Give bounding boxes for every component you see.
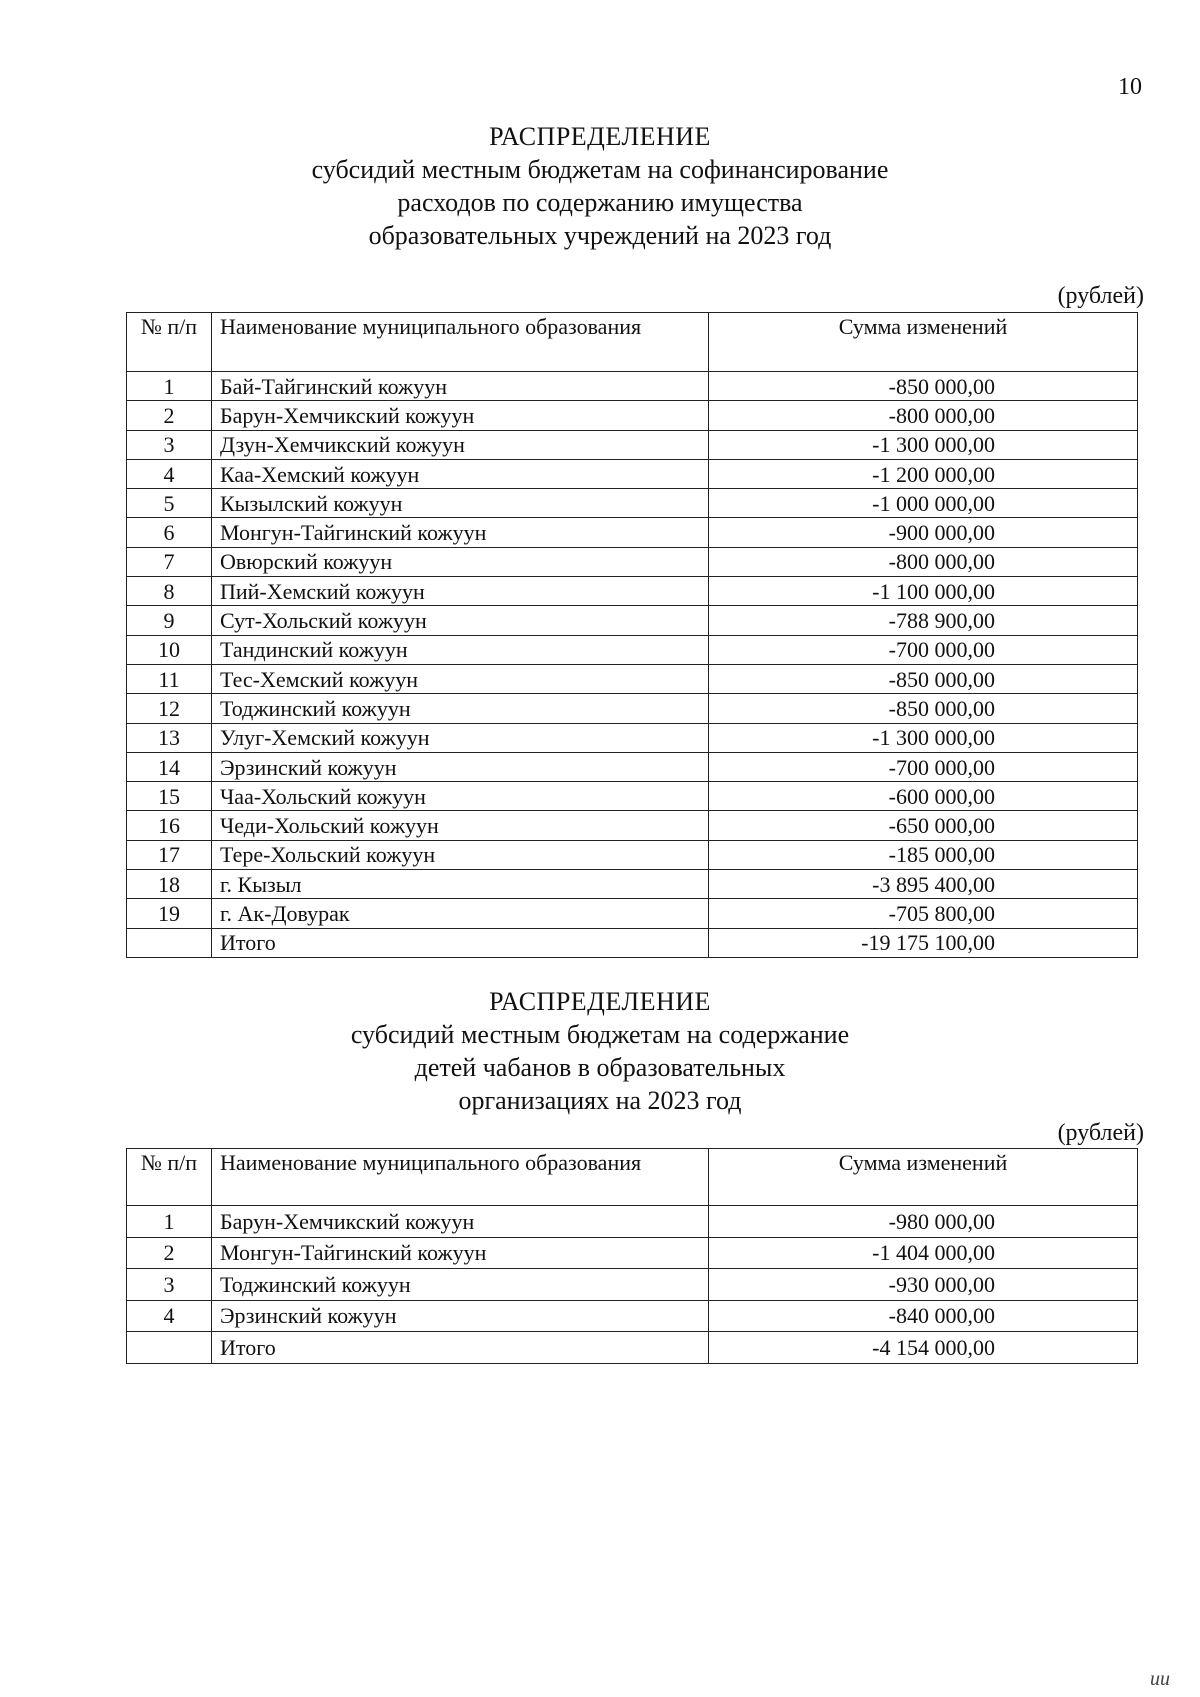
row-name: Овюрский кожуун	[212, 547, 709, 576]
row-num: 2	[127, 401, 212, 430]
table-row	[127, 1206, 1138, 1238]
row-sum: -1 404 000,00	[709, 1237, 1138, 1269]
section2-subtitle-line: субсидий местным бюджетам на содержание	[350, 1020, 850, 1049]
table-row	[127, 372, 1138, 401]
row-sum: -980 000,00	[709, 1206, 1138, 1238]
row-num	[127, 928, 212, 957]
row-num: 1	[127, 372, 212, 401]
section1-subtitle-line: субсидий местным бюджетам на софинансирование	[311, 155, 889, 184]
row-num: 11	[127, 664, 212, 693]
row-num: 1	[127, 1206, 212, 1238]
row-sum: -850 000,00	[709, 694, 1138, 723]
header-num: № п/п	[127, 313, 212, 372]
table-row	[127, 547, 1138, 576]
table-row	[127, 489, 1138, 518]
table-row	[127, 1269, 1138, 1301]
section1-subtitle-line: расходов по содержанию имущества	[397, 188, 803, 217]
row-num: 10	[127, 635, 212, 664]
row-name: Тоджинский кожуун	[212, 1269, 709, 1301]
table-row	[127, 723, 1138, 752]
row-sum: -1 300 000,00	[709, 723, 1138, 752]
row-name: Пий-Хемский кожуун	[212, 577, 709, 606]
table-row	[127, 459, 1138, 488]
header-num: № п/п	[127, 1149, 212, 1206]
table-row	[127, 870, 1138, 899]
table-row	[127, 1237, 1138, 1269]
row-name: Тандинский кожуун	[212, 635, 709, 664]
row-sum: -800 000,00	[709, 401, 1138, 430]
row-name: Сут-Хольский кожуун	[212, 606, 709, 635]
row-name: Итого	[212, 928, 709, 957]
row-num: 8	[127, 577, 212, 606]
section1-title: РАСПРЕДЕЛЕНИЕ	[489, 122, 711, 151]
row-sum: -705 800,00	[709, 899, 1138, 928]
table-row	[127, 928, 1138, 957]
table-row	[127, 635, 1138, 664]
table-row	[127, 664, 1138, 693]
row-num: 12	[127, 694, 212, 723]
row-num: 19	[127, 899, 212, 928]
page-number: 10	[1118, 74, 1142, 100]
section2-heading	[0, 985, 1200, 1117]
row-name: Тере-Хольский кожуун	[212, 840, 709, 869]
row-num: 17	[127, 840, 212, 869]
row-sum: -788 900,00	[709, 606, 1138, 635]
header-sum: Сумма изменений	[709, 313, 1138, 372]
table-row	[127, 899, 1138, 928]
row-name: Тес-Хемский кожуун	[212, 664, 709, 693]
table-row	[127, 430, 1138, 459]
row-num: 3	[127, 1269, 212, 1301]
row-name: г. Ак-Довурак	[212, 899, 709, 928]
row-name: г. Кызыл	[212, 870, 709, 899]
row-sum: -650 000,00	[709, 811, 1138, 840]
section1-table	[126, 312, 1138, 958]
section2-units: (рублей)	[1057, 1120, 1144, 1146]
row-sum: -700 000,00	[709, 752, 1138, 781]
row-num	[127, 1332, 212, 1364]
row-sum: -1 300 000,00	[709, 430, 1138, 459]
row-sum: -1 200 000,00	[709, 459, 1138, 488]
row-num: 5	[127, 489, 212, 518]
table-row	[127, 1300, 1138, 1332]
section2-table	[126, 1148, 1138, 1364]
row-num: 4	[127, 1300, 212, 1332]
row-sum: -600 000,00	[709, 782, 1138, 811]
table-header-row	[127, 1149, 1138, 1206]
row-sum: -840 000,00	[709, 1300, 1138, 1332]
row-sum: -800 000,00	[709, 547, 1138, 576]
row-name: Кызылский кожуун	[212, 489, 709, 518]
row-num: 14	[127, 752, 212, 781]
header-name: Наименование муниципального образования	[212, 1149, 709, 1206]
row-name: Бай-Тайгинский кожуун	[212, 372, 709, 401]
table-row	[127, 752, 1138, 781]
row-num: 18	[127, 870, 212, 899]
row-name: Чеди-Хольский кожуун	[212, 811, 709, 840]
row-sum: -3 895 400,00	[709, 870, 1138, 899]
row-name: Монгун-Тайгинский кожуун	[212, 1237, 709, 1269]
row-num: 15	[127, 782, 212, 811]
row-sum: -185 000,00	[709, 840, 1138, 869]
table-row	[127, 840, 1138, 869]
row-name: Дзун-Хемчикский кожуун	[212, 430, 709, 459]
row-num: 16	[127, 811, 212, 840]
row-sum: -1 100 000,00	[709, 577, 1138, 606]
table-row	[127, 518, 1138, 547]
header-name: Наименование муниципального образования	[212, 313, 709, 372]
row-sum: -700 000,00	[709, 635, 1138, 664]
row-num: 2	[127, 1237, 212, 1269]
row-name: Монгун-Тайгинский кожуун	[212, 518, 709, 547]
row-sum: -19 175 100,00	[709, 928, 1138, 957]
section2-title: РАСПРЕДЕЛЕНИЕ	[489, 987, 711, 1016]
table-row	[127, 401, 1138, 430]
row-sum: -850 000,00	[709, 664, 1138, 693]
row-name: Улуг-Хемский кожуун	[212, 723, 709, 752]
table-row	[127, 1332, 1138, 1364]
section1-subtitle-line: образовательных учреждений на 2023 год	[368, 221, 832, 250]
corner-handwritten-mark: ии	[1150, 1668, 1170, 1690]
row-num: 7	[127, 547, 212, 576]
row-name: Эрзинский кожуун	[212, 752, 709, 781]
row-name: Каа-Хемский кожуун	[212, 459, 709, 488]
table-row	[127, 577, 1138, 606]
row-num: 4	[127, 459, 212, 488]
row-name: Барун-Хемчикский кожуун	[212, 1206, 709, 1238]
section2-subtitle-line: детей чабанов в образовательных	[414, 1053, 786, 1082]
row-sum: -900 000,00	[709, 518, 1138, 547]
table-header-row	[127, 313, 1138, 372]
table-row	[127, 782, 1138, 811]
section1-heading	[0, 120, 1200, 252]
section1-units: (рублей)	[1057, 283, 1144, 309]
row-num: 9	[127, 606, 212, 635]
table-row	[127, 606, 1138, 635]
row-sum: -850 000,00	[709, 372, 1138, 401]
row-name: Эрзинский кожуун	[212, 1300, 709, 1332]
row-num: 13	[127, 723, 212, 752]
table-row	[127, 811, 1138, 840]
table-row	[127, 694, 1138, 723]
section2-subtitle-line: организациях на 2023 год	[458, 1086, 742, 1115]
row-name: Чаа-Хольский кожуун	[212, 782, 709, 811]
header-sum: Сумма изменений	[709, 1149, 1138, 1206]
row-sum: -4 154 000,00	[709, 1332, 1138, 1364]
row-name: Барун-Хемчикский кожуун	[212, 401, 709, 430]
row-num: 6	[127, 518, 212, 547]
row-sum: -1 000 000,00	[709, 489, 1138, 518]
row-sum: -930 000,00	[709, 1269, 1138, 1301]
row-name: Итого	[212, 1332, 709, 1364]
row-num: 3	[127, 430, 212, 459]
row-name: Тоджинский кожуун	[212, 694, 709, 723]
